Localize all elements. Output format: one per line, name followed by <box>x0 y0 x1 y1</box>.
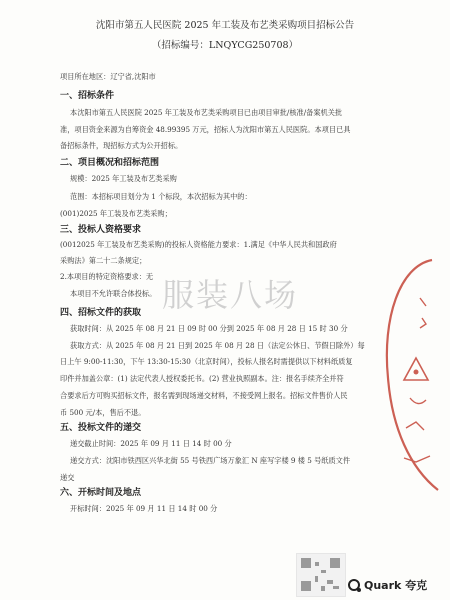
section-4-line-4: 印件并加盖公章：(1) 法定代表人授权委托书。(2) 营业执照副本。注：报名手续齐全并符 <box>60 374 344 383</box>
tender-code: （招标编号：LNQYCG250708） <box>151 40 299 51</box>
section-3-line-1: (0012025 年工装及布艺类采购)的投标人资格能力要求：1.满足《中华人民共和国政府 <box>60 240 337 249</box>
section-5-heading: 五、投标文件的递交 <box>60 423 142 433</box>
section-3-line-2: 采购法》第二十二条规定； <box>60 256 147 265</box>
section-1-heading: 一、招标条件 <box>60 91 115 101</box>
section-3-line-4: 本项目不允许联合体投标。 <box>70 289 157 298</box>
section-2-line-2: 范围：本招标项目划分为 1 个标段，本次招标为其中的： <box>70 192 252 201</box>
section-3-heading: 三、投标人资格要求 <box>60 225 142 235</box>
section-4-line-3: 日上午 9:00-11:30，下午 13:30-15:30（北京时间），投标人报名时需提供以下材料纸质复 <box>60 357 353 366</box>
project-location: 项目所在地区：辽宁省,沈阳市 <box>60 72 156 81</box>
section-2-heading: 二、项目概况和招标范围 <box>60 158 160 168</box>
section-2-line-3: (001)2025 年工装及布艺类采购； <box>60 209 172 218</box>
section-4-line-1: 获取时间：从 2025 年 08 月 21 日 09 时 00 分到 2025 年 08 月 28 日 15 时 30 分 <box>70 324 348 333</box>
section-4-line-5: 合要求后方可购买招标文件，报名需到现场递交材料，不接受网上报名。招标文件售价人民 <box>60 391 348 400</box>
section-6-heading: 六、开标时间及地点 <box>60 488 142 498</box>
section-5-line-3: 递交 <box>60 473 75 482</box>
section-2-line-1: 规模：2025 年工装及布艺类采购 <box>70 174 177 183</box>
watermark-text: 服装八场 <box>162 276 299 314</box>
quark-brand-badge[interactable] <box>348 574 427 596</box>
section-4-line-6: 币 500 元/本，售后不退。 <box>60 408 146 417</box>
section-1-line-1: 本沈阳市第五人民医院 2025 年工装及布艺类采购项目已由项目审批/核准/备案机关批 <box>70 108 343 117</box>
qr-code-icon <box>296 553 346 597</box>
quark-brand-label: Quark 夸克 <box>364 579 428 592</box>
section-3-line-3: 2.本项目的特定资格要求：无 <box>60 272 154 281</box>
section-6-line-1: 开标时间：2025 年 09 月 11 日 14 时 00 分 <box>70 504 218 513</box>
section-5-line-1: 递交截止时间：2025 年 09 月 11 日 14 时 00 分 <box>70 439 232 448</box>
quark-logo-icon <box>348 579 360 591</box>
document-title: 沈阳市第五人民医院 2025 年工装及布艺类采购项目招标公告 <box>95 20 355 31</box>
section-4-heading: 四、招标文件的获取 <box>60 308 142 318</box>
red-seal-stamp-icon <box>360 258 440 493</box>
section-5-line-2: 递交方式：沈阳市铁西区兴华北街 55 号铁西广场万象汇 N 座写字楼 9 楼 5 号纸质文件 <box>70 456 351 465</box>
section-4-line-2: 获取方式：从 2025 年 08 月 21 日到 2025 年 08 月 28 日（法定公休日、节假日除外）每 <box>70 341 365 350</box>
section-1-line-3: 备招标条件，现招标方式为公开招标。 <box>60 141 183 150</box>
section-1-line-2: 准，项目资金来源为自筹资金 48.99395 万元，招标人为沈阳市第五人民医院。本项目已具 <box>60 125 351 134</box>
